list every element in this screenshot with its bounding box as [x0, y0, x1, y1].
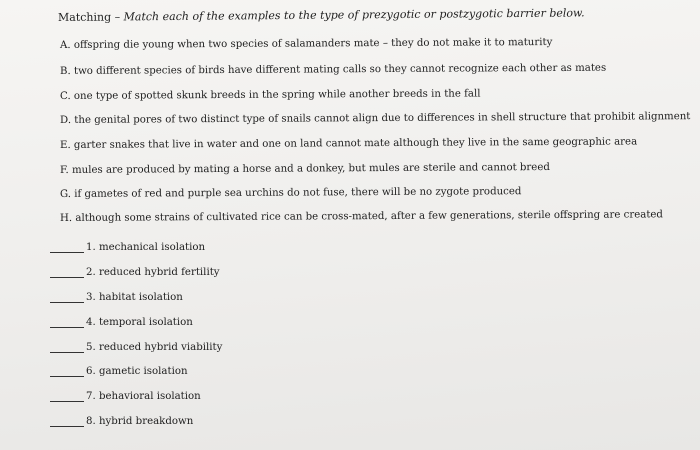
barrier-label: 4. temporal isolation [86, 317, 193, 328]
barrier-label: 5. reduced hybrid viability [86, 342, 223, 353]
answer-blank[interactable] [50, 302, 84, 303]
example-b: B. two different species of birds have different mating calls so they cannot recognize each other as mates [59, 62, 607, 77]
barrier-label: 3. habitat isolation [86, 292, 183, 303]
barrier-label: 7. behavioral isolation [86, 391, 201, 402]
example-g: G. if gametes of red and purple sea urchins do not fuse, there will be no zygote produced [59, 186, 522, 200]
barrier-label: 8. hybrid breakdown [86, 416, 194, 427]
example-e: E. garter snakes that live in water and one on land cannot mate although they live in the same geographic area [59, 136, 638, 151]
answer-blank[interactable] [50, 252, 84, 253]
example-h: H. although some strains of cultivated rice can be cross-mated, after a few generations, sterile offspring are created [59, 209, 663, 224]
example-a: A. offspring die young when two species of salamanders mate – they do not make it to maturity [59, 36, 553, 51]
title-instruction: Match each of the examples to the type of prezygotic or postzygotic barrier below. [123, 6, 585, 24]
answer-blank[interactable] [50, 327, 84, 328]
title-prefix: Matching – [57, 10, 124, 24]
barrier-label: 2. reduced hybrid fertility [86, 267, 220, 278]
barrier-label: 1. mechanical isolation [86, 242, 206, 253]
answer-blank[interactable] [50, 376, 84, 377]
worksheet-title [58, 6, 585, 24]
answer-blank[interactable] [50, 277, 84, 278]
example-d: D. the genital pores of two distinct type of snails cannot align due to differences in shell structure that prohibit alignment [59, 111, 691, 126]
barrier-label: 6. gametic isolation [86, 366, 188, 377]
example-f: F. mules are produced by mating a horse and a donkey, but mules are sterile and cannot breed [59, 162, 550, 176]
example-c: C. one type of spotted skunk breeds in the spring while another breeds in the fall [59, 88, 481, 102]
answer-blank[interactable] [50, 401, 84, 402]
answer-blank[interactable] [50, 352, 84, 353]
answer-blank[interactable] [50, 426, 84, 427]
